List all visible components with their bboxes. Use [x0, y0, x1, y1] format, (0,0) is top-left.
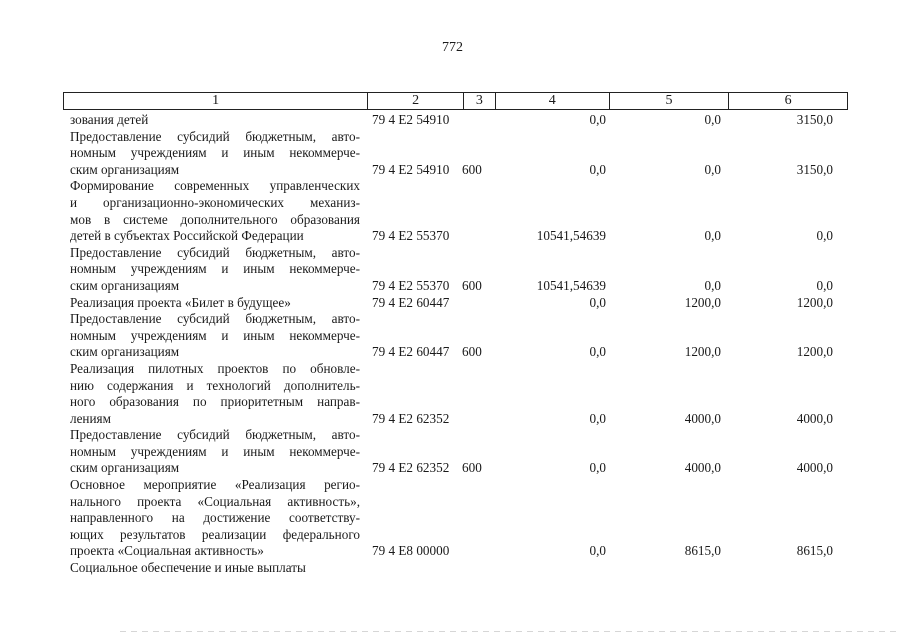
- table-row: [70, 560, 848, 577]
- description-line: нию содержания и технологий дополнитель-: [70, 377, 360, 393]
- row-value-col5: 0,0: [704, 112, 721, 127]
- row-code: 79 4 E2 60447: [372, 344, 450, 360]
- description-line: и организационно-экономических механиз-: [70, 194, 360, 210]
- row-expense-type: 600: [462, 161, 482, 177]
- row-value-col4: 0,0: [589, 543, 606, 559]
- row-value-col6: 8615,0: [796, 543, 833, 559]
- description-line: Предоставление субсидий бюджетным, авто-: [70, 427, 360, 443]
- description-line: направленного на достижение соответству-: [70, 510, 360, 526]
- row-value-col6: 4000,0: [796, 460, 833, 476]
- row-value-col4: 0,0: [589, 294, 606, 310]
- row-value-col5: 0,0: [704, 277, 721, 293]
- description-line: Формирование современных управленческих: [70, 178, 360, 194]
- table-row: [70, 245, 848, 295]
- row-expense-type: 600: [462, 277, 482, 293]
- header-col-3: 3: [464, 93, 496, 109]
- row-description: [70, 560, 360, 577]
- row-code: 79 4 E2 60447: [372, 294, 450, 310]
- row-code: 79 4 E2 62352: [372, 410, 450, 426]
- header-col-4: 4: [496, 93, 610, 109]
- description-line: мов в системе дополнительного образования: [70, 211, 360, 227]
- row-value-col4: 0,0: [589, 460, 606, 476]
- description-line: детей в субъектах Российской Федерации: [70, 228, 304, 244]
- table-row: [70, 361, 848, 427]
- row-description: [70, 427, 360, 477]
- description-line: Предоставление субсидий бюджетным, авто-: [70, 244, 360, 260]
- row-value-col4: 0,0: [589, 112, 606, 127]
- description-line: ским организациям: [70, 460, 180, 476]
- row-code: 79 4 E2 54910: [372, 112, 450, 127]
- description-line: лениям: [70, 410, 111, 426]
- table-row: [70, 178, 848, 244]
- row-code: 79 4 E2 55370: [372, 277, 450, 293]
- row-value-col5: 0,0: [704, 161, 721, 177]
- description-line: Предоставление субсидий бюджетным, авто-: [70, 128, 360, 144]
- header-col-2: 2: [368, 93, 464, 109]
- row-value-col5: 8615,0: [684, 543, 721, 559]
- description-line: номным учреждениям и иным некоммерче-: [70, 261, 360, 277]
- row-code: 79 4 E2 55370: [372, 228, 450, 244]
- table-row: [70, 311, 848, 361]
- row-description: [70, 178, 360, 244]
- description-line: номным учреждениям и иным некоммерче-: [70, 327, 360, 343]
- table-row: [70, 295, 848, 312]
- row-description: [70, 477, 360, 560]
- description-line: ским организациям: [70, 344, 180, 360]
- description-line: проекта «Социальная активность»: [70, 543, 264, 559]
- row-value-col5: 1200,0: [684, 294, 721, 310]
- row-value-col5: 0,0: [704, 228, 721, 244]
- description-line: ским организациям: [70, 277, 180, 293]
- row-description: [70, 112, 360, 129]
- row-value-col5: 4000,0: [684, 460, 721, 476]
- table-row: [70, 477, 848, 560]
- row-value-col4: 0,0: [589, 344, 606, 360]
- header-col-6: 6: [784, 93, 792, 108]
- row-value-col6: 4000,0: [796, 410, 833, 426]
- description-line: номным учреждениям и иным некоммерче-: [70, 443, 360, 459]
- row-expense-type: 600: [462, 344, 482, 360]
- scan-artifact-line: [120, 631, 900, 632]
- row-value-col6: 1200,0: [796, 294, 833, 310]
- header-col-5: 5: [610, 93, 730, 109]
- description-line: Реализация проекта «Билет в будущее»: [70, 294, 291, 310]
- row-value-col4: 10541,54639: [536, 277, 606, 293]
- table-header: [63, 92, 848, 110]
- description-line: Социальное обеспечение и иные выплаты: [70, 560, 306, 576]
- header-col-1: 1: [64, 93, 368, 109]
- description-line: нального проекта «Социальная активность»,: [70, 493, 360, 509]
- row-value-col6: 0,0: [816, 228, 833, 244]
- row-description: [70, 295, 360, 312]
- description-line: Основное мероприятие «Реализация регио-: [70, 477, 360, 493]
- row-description: [70, 245, 360, 295]
- table-row: [70, 112, 848, 129]
- description-line: Предоставление субсидий бюджетным, авто-: [70, 311, 360, 327]
- table-body: [70, 112, 848, 577]
- row-description: [70, 129, 360, 179]
- row-value-col5: 4000,0: [684, 410, 721, 426]
- row-value-col6: 3150,0: [796, 112, 833, 127]
- row-value-col5: 1200,0: [684, 344, 721, 360]
- row-value-col6: 3150,0: [796, 161, 833, 177]
- row-description: [70, 311, 360, 361]
- row-description: [70, 361, 360, 427]
- description-line: зования детей: [70, 112, 149, 127]
- row-value-col4: 0,0: [589, 410, 606, 426]
- description-line: ским организациям: [70, 161, 180, 177]
- table-row: [70, 427, 848, 477]
- row-value-col4: 10541,54639: [536, 228, 606, 244]
- row-value-col6: 1200,0: [796, 344, 833, 360]
- description-line: ющих результатов реализации федерального: [70, 526, 360, 542]
- row-code: 79 4 E2 62352: [372, 460, 450, 476]
- description-line: Реализация пилотных проектов по обновле-: [70, 360, 360, 376]
- description-line: ного образования по приоритетным направ-: [70, 394, 360, 410]
- description-line: номным учреждениям и иным некоммерче-: [70, 145, 360, 161]
- row-value-col6: 0,0: [816, 277, 833, 293]
- row-code: 79 4 E8 00000: [372, 543, 450, 559]
- page-number: 772: [442, 40, 463, 55]
- row-code: 79 4 E2 54910: [372, 161, 450, 177]
- row-value-col4: 0,0: [589, 161, 606, 177]
- table-row: [70, 129, 848, 179]
- row-expense-type: 600: [462, 460, 482, 476]
